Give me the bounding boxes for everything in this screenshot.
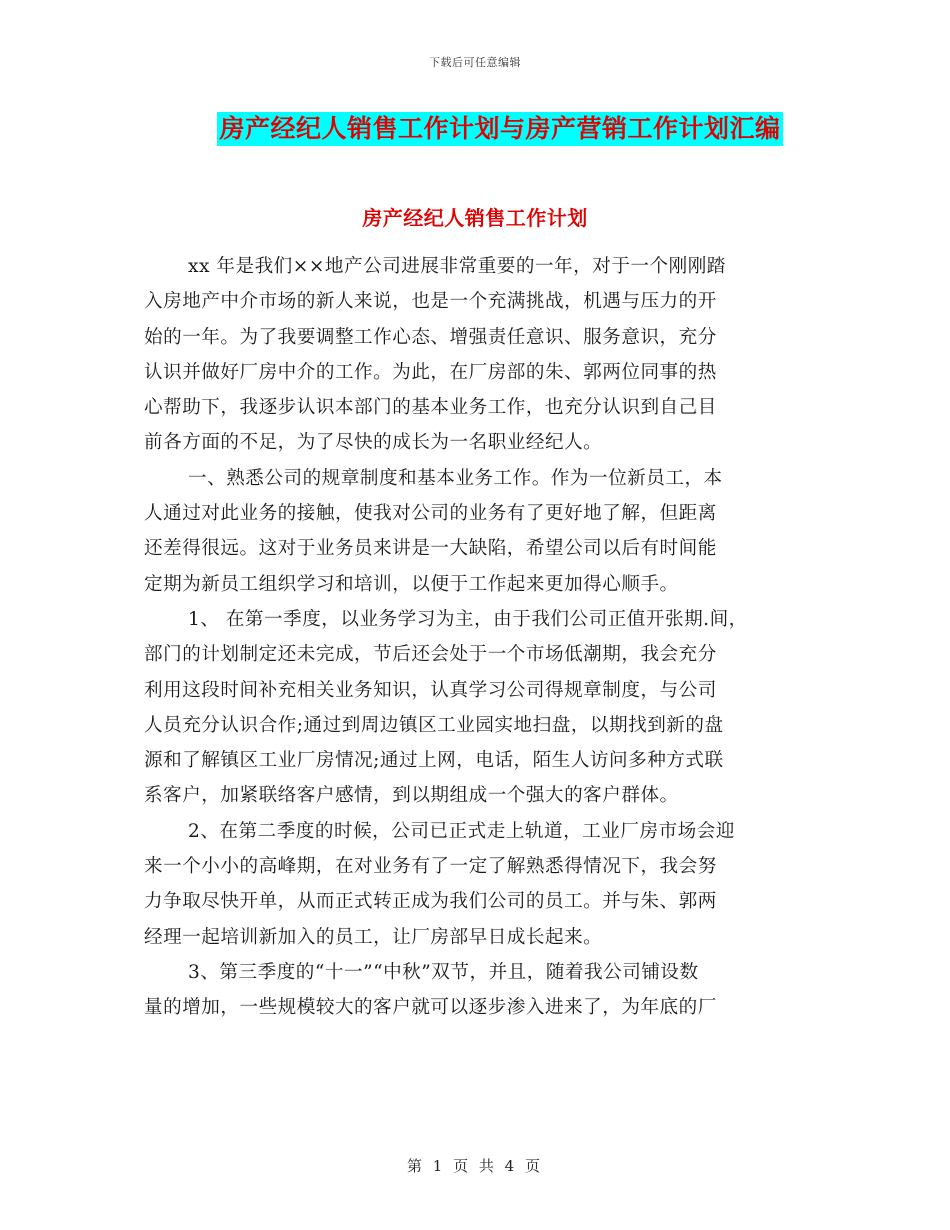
text-line: 还差得很远。这对于业务员来讲是一大缺陷，希望公司以后有时间能 xyxy=(144,538,717,560)
text-line: 一、熟悉公司的规章制度和基本业务工作。作为一位新员工，本 xyxy=(188,467,723,489)
main-title-wrap xyxy=(0,112,950,146)
text-line: 入房地产中介市场的新人来说，也是一个充满挑战，机遇与压力的开 xyxy=(144,291,717,313)
text-line: 利用这段时间补充相关业务知识，认真学习公司得规章制度，与公司 xyxy=(144,679,717,701)
text-line: 源和了解镇区工业厂房情况;通过上网，电话，陌生人访问多种方式联 xyxy=(144,750,724,772)
text-line: 部门的计划制定还未完成，节后还会处于一个市场低潮期，我会充分 xyxy=(144,644,717,666)
text-line: 力争取尽快开单，从而正式转正成为我们公司的员工。并与朱、郭两 xyxy=(144,891,717,913)
text-line: 人通过对此业务的接触，使我对公司的业务有了更好地了解，但距离 xyxy=(144,503,717,525)
body-text xyxy=(144,252,808,1029)
text-line: 1、 在第一季度，以业务学习为主，由于我们公司正值开张期.间， xyxy=(188,608,748,630)
section-title: 房产经纪人销售工作计划 xyxy=(362,206,588,230)
text-line: 人员充分认识合作;通过到周边镇区工业园实地扫盘，以期找到新的盘 xyxy=(144,714,724,736)
text-line: 来一个小小的高峰期，在对业务有了一定了解熟悉得情况下，我会努 xyxy=(144,856,717,878)
text-line: 认识并做好厂房中介的工作。为此，在厂房部的朱、郭两位同事的热 xyxy=(144,361,717,383)
main-title: 房产经纪人销售工作计划与房产营销工作计划汇编 xyxy=(217,112,782,146)
text-line: xx 年是我们××地产公司进展非常重要的一年，对于一个刚刚踏 xyxy=(188,256,726,277)
text-line: 定期为新员工组织学习和培训，以便于工作起来更加得心顺手。 xyxy=(144,573,679,595)
page-footer: 第 1 页 共 4 页 xyxy=(407,1157,543,1175)
text-line: 3、第三季度的“十一”“中秋”双节，并且，随着我公司铺设数 xyxy=(188,961,699,983)
text-line: 前各方面的不足，为了尽快的成长为一名职业经纪人。 xyxy=(144,432,603,454)
header-note: 下载后可任意编辑 xyxy=(429,56,521,69)
text-line: 量的增加，一些规模较大的客户就可以逐步渗入进来了，为年底的厂 xyxy=(144,997,717,1019)
text-line: 始的一年。为了我要调整工作心态、增强责任意识、服务意识，充分 xyxy=(144,326,717,348)
text-line: 经理一起培训新加入的员工，让厂房部早日成长起来。 xyxy=(144,926,603,948)
text-line: 2、在第二季度的时候，公司已正式走上轨道，工业厂房市场会迎 xyxy=(188,820,735,842)
text-line: 系客户，加紧联络客户感情，到以期组成一个强大的客户群体。 xyxy=(144,785,679,807)
text-line: 心帮助下，我逐步认识本部门的基本业务工作，也充分认识到自己目 xyxy=(144,397,717,419)
